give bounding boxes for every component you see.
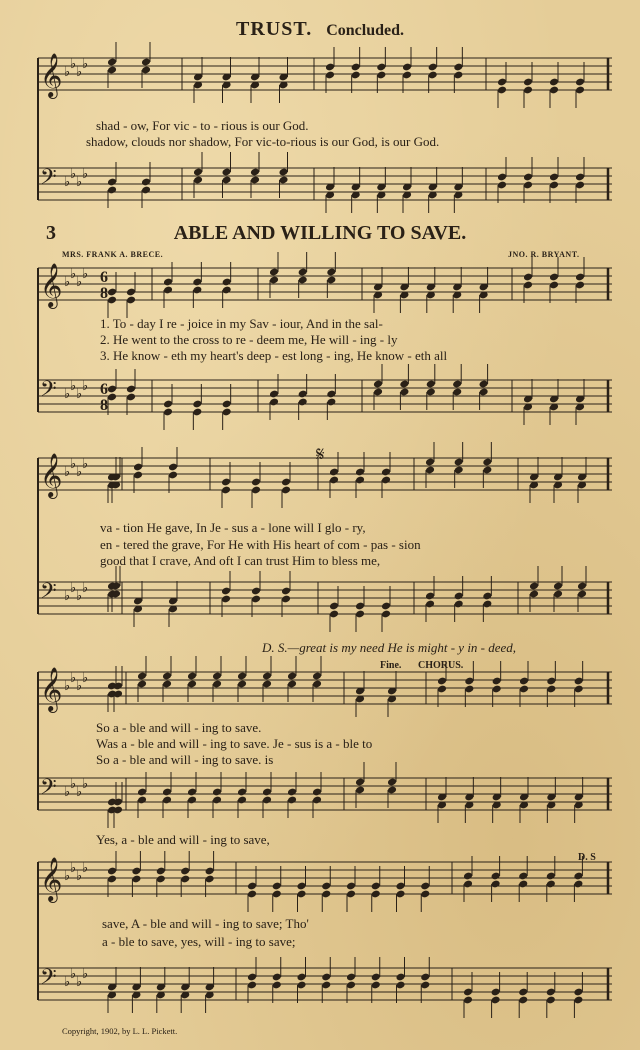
system1-lyric-3: 3. He know - eth my heart's deep - est long - ing, He know - eth all bbox=[100, 348, 448, 363]
flat-icon: ♭ bbox=[76, 387, 83, 402]
flat-icon: ♭ bbox=[76, 175, 83, 190]
flat-icon: ♭ bbox=[64, 589, 71, 604]
flat-icon: ♭ bbox=[64, 785, 71, 800]
flat-icon: ♭ bbox=[64, 465, 71, 480]
flat-icon: ♭ bbox=[70, 57, 77, 72]
flat-icon: ♭ bbox=[64, 869, 71, 884]
ds-marker: D. S bbox=[578, 852, 596, 863]
fine-marker: Fine. bbox=[380, 660, 402, 671]
bass-clef-icon: 𝄢 bbox=[40, 377, 57, 407]
flat-icon: ♭ bbox=[64, 275, 71, 290]
system2-lyric-2: en - tered the grave, For He with His heart of com - pas - sion bbox=[100, 537, 421, 552]
hymn-number: 3 bbox=[46, 222, 56, 244]
time-signature-top: 6 bbox=[100, 269, 108, 286]
flat-icon: ♭ bbox=[64, 679, 71, 694]
system4-lyric-1: save, A - ble and will - ing to save; Tho' bbox=[102, 916, 309, 931]
subtitle-text: Concluded. bbox=[326, 22, 404, 39]
flat-icon: ♭ bbox=[64, 387, 71, 402]
bass-clef-icon: 𝄢 bbox=[40, 165, 57, 195]
hymn-composer: JNO. R. BRYANT. bbox=[508, 250, 580, 259]
treble-clef-icon: 𝄞 bbox=[40, 453, 63, 497]
flat-icon: ♭ bbox=[70, 861, 77, 876]
flat-icon: ♭ bbox=[82, 379, 89, 394]
treble-clef-icon: 𝄞 bbox=[40, 857, 63, 901]
flat-icon: ♭ bbox=[70, 457, 77, 472]
treble-clef-icon: 𝄞 bbox=[40, 263, 63, 307]
system2-lyric-3: good that I crave, And oft I can trust Him to bless me, bbox=[100, 553, 381, 568]
flat-icon: ♭ bbox=[82, 777, 89, 792]
hymn-title: ABLE AND WILLING TO SAVE. bbox=[173, 222, 467, 244]
flat-icon: ♭ bbox=[82, 267, 89, 282]
flat-icon: ♭ bbox=[70, 967, 77, 982]
flat-icon: ♭ bbox=[82, 967, 89, 982]
flat-icon: ♭ bbox=[76, 465, 83, 480]
copyright-notice: Copyright, 1902, by L. L. Pickett. bbox=[62, 1026, 178, 1036]
flat-icon: ♭ bbox=[82, 167, 89, 182]
hymn-author: MRS. FRANK A. BRECE. bbox=[62, 250, 164, 259]
flat-icon: ♭ bbox=[82, 671, 89, 686]
flat-icon: ♭ bbox=[70, 671, 77, 686]
flat-icon: ♭ bbox=[82, 861, 89, 876]
trust-lyric-line-2: shadow, clouds nor shadow, For vic-to-rious is our God, is our God. bbox=[86, 134, 440, 149]
system1-lyric-2: 2. He went to the cross to re - deem me, He will - ing - ly bbox=[100, 332, 398, 347]
flat-icon: ♭ bbox=[76, 679, 83, 694]
flat-icon: ♭ bbox=[70, 379, 77, 394]
title-text: TRUST. bbox=[235, 18, 313, 40]
treble-clef-icon: 𝄞 bbox=[40, 667, 63, 711]
trust-lyric-line-1: shad - ow, For vic - to - rious is our God. bbox=[96, 118, 309, 133]
ds-lyric-line: D. S.—great is my need He is might - y in - deed, bbox=[262, 640, 517, 655]
chorus-marker: CHORUS. bbox=[418, 660, 464, 671]
flat-icon: ♭ bbox=[76, 589, 83, 604]
segno-sign: 𝄋 bbox=[316, 444, 325, 466]
treble-clef-icon: 𝄞 bbox=[40, 53, 63, 97]
flat-icon: ♭ bbox=[64, 175, 71, 190]
flat-icon: ♭ bbox=[82, 457, 89, 472]
flat-icon: ♭ bbox=[76, 275, 83, 290]
time-signature-top: 6 bbox=[100, 381, 108, 398]
bass-clef-icon: 𝄢 bbox=[40, 775, 57, 805]
flat-icon: ♭ bbox=[82, 57, 89, 72]
flat-icon: ♭ bbox=[70, 581, 77, 596]
system4-lyric-2: a - ble to save, yes, will - ing to save; bbox=[102, 934, 296, 949]
system1-lyric-1: 1. To - day I re - joice in my Sav - iour, And in the sal- bbox=[100, 316, 383, 331]
flat-icon: ♭ bbox=[70, 167, 77, 182]
system2-lyric-1: va - tion He gave, In Je - sus a - lone will I glo - ry, bbox=[100, 520, 366, 535]
flat-icon: ♭ bbox=[76, 65, 83, 80]
flat-icon: ♭ bbox=[64, 65, 71, 80]
system3-lyric-2: Was a - ble and will - ing to save. Je - sus is a - ble to bbox=[96, 736, 373, 751]
time-signature-bottom: 8 bbox=[100, 397, 108, 414]
bass-clef-icon: 𝄢 bbox=[40, 965, 57, 995]
flat-icon: ♭ bbox=[64, 975, 71, 990]
flat-icon: ♭ bbox=[70, 267, 77, 282]
time-signature-bottom: 8 bbox=[100, 285, 108, 302]
flat-icon: ♭ bbox=[76, 869, 83, 884]
flat-icon: ♭ bbox=[76, 975, 83, 990]
flat-icon: ♭ bbox=[76, 785, 83, 800]
system3-lyric-1: So a - ble and will - ing to save. bbox=[96, 720, 262, 735]
flat-icon: ♭ bbox=[82, 581, 89, 596]
flat-icon: ♭ bbox=[70, 777, 77, 792]
system3-lyric-3: So a - ble and will - ing to save. is bbox=[96, 752, 274, 767]
bass-clef-icon: 𝄢 bbox=[40, 579, 57, 609]
system3-bass-lyric: Yes, a - ble and will - ing to save, bbox=[96, 832, 270, 847]
